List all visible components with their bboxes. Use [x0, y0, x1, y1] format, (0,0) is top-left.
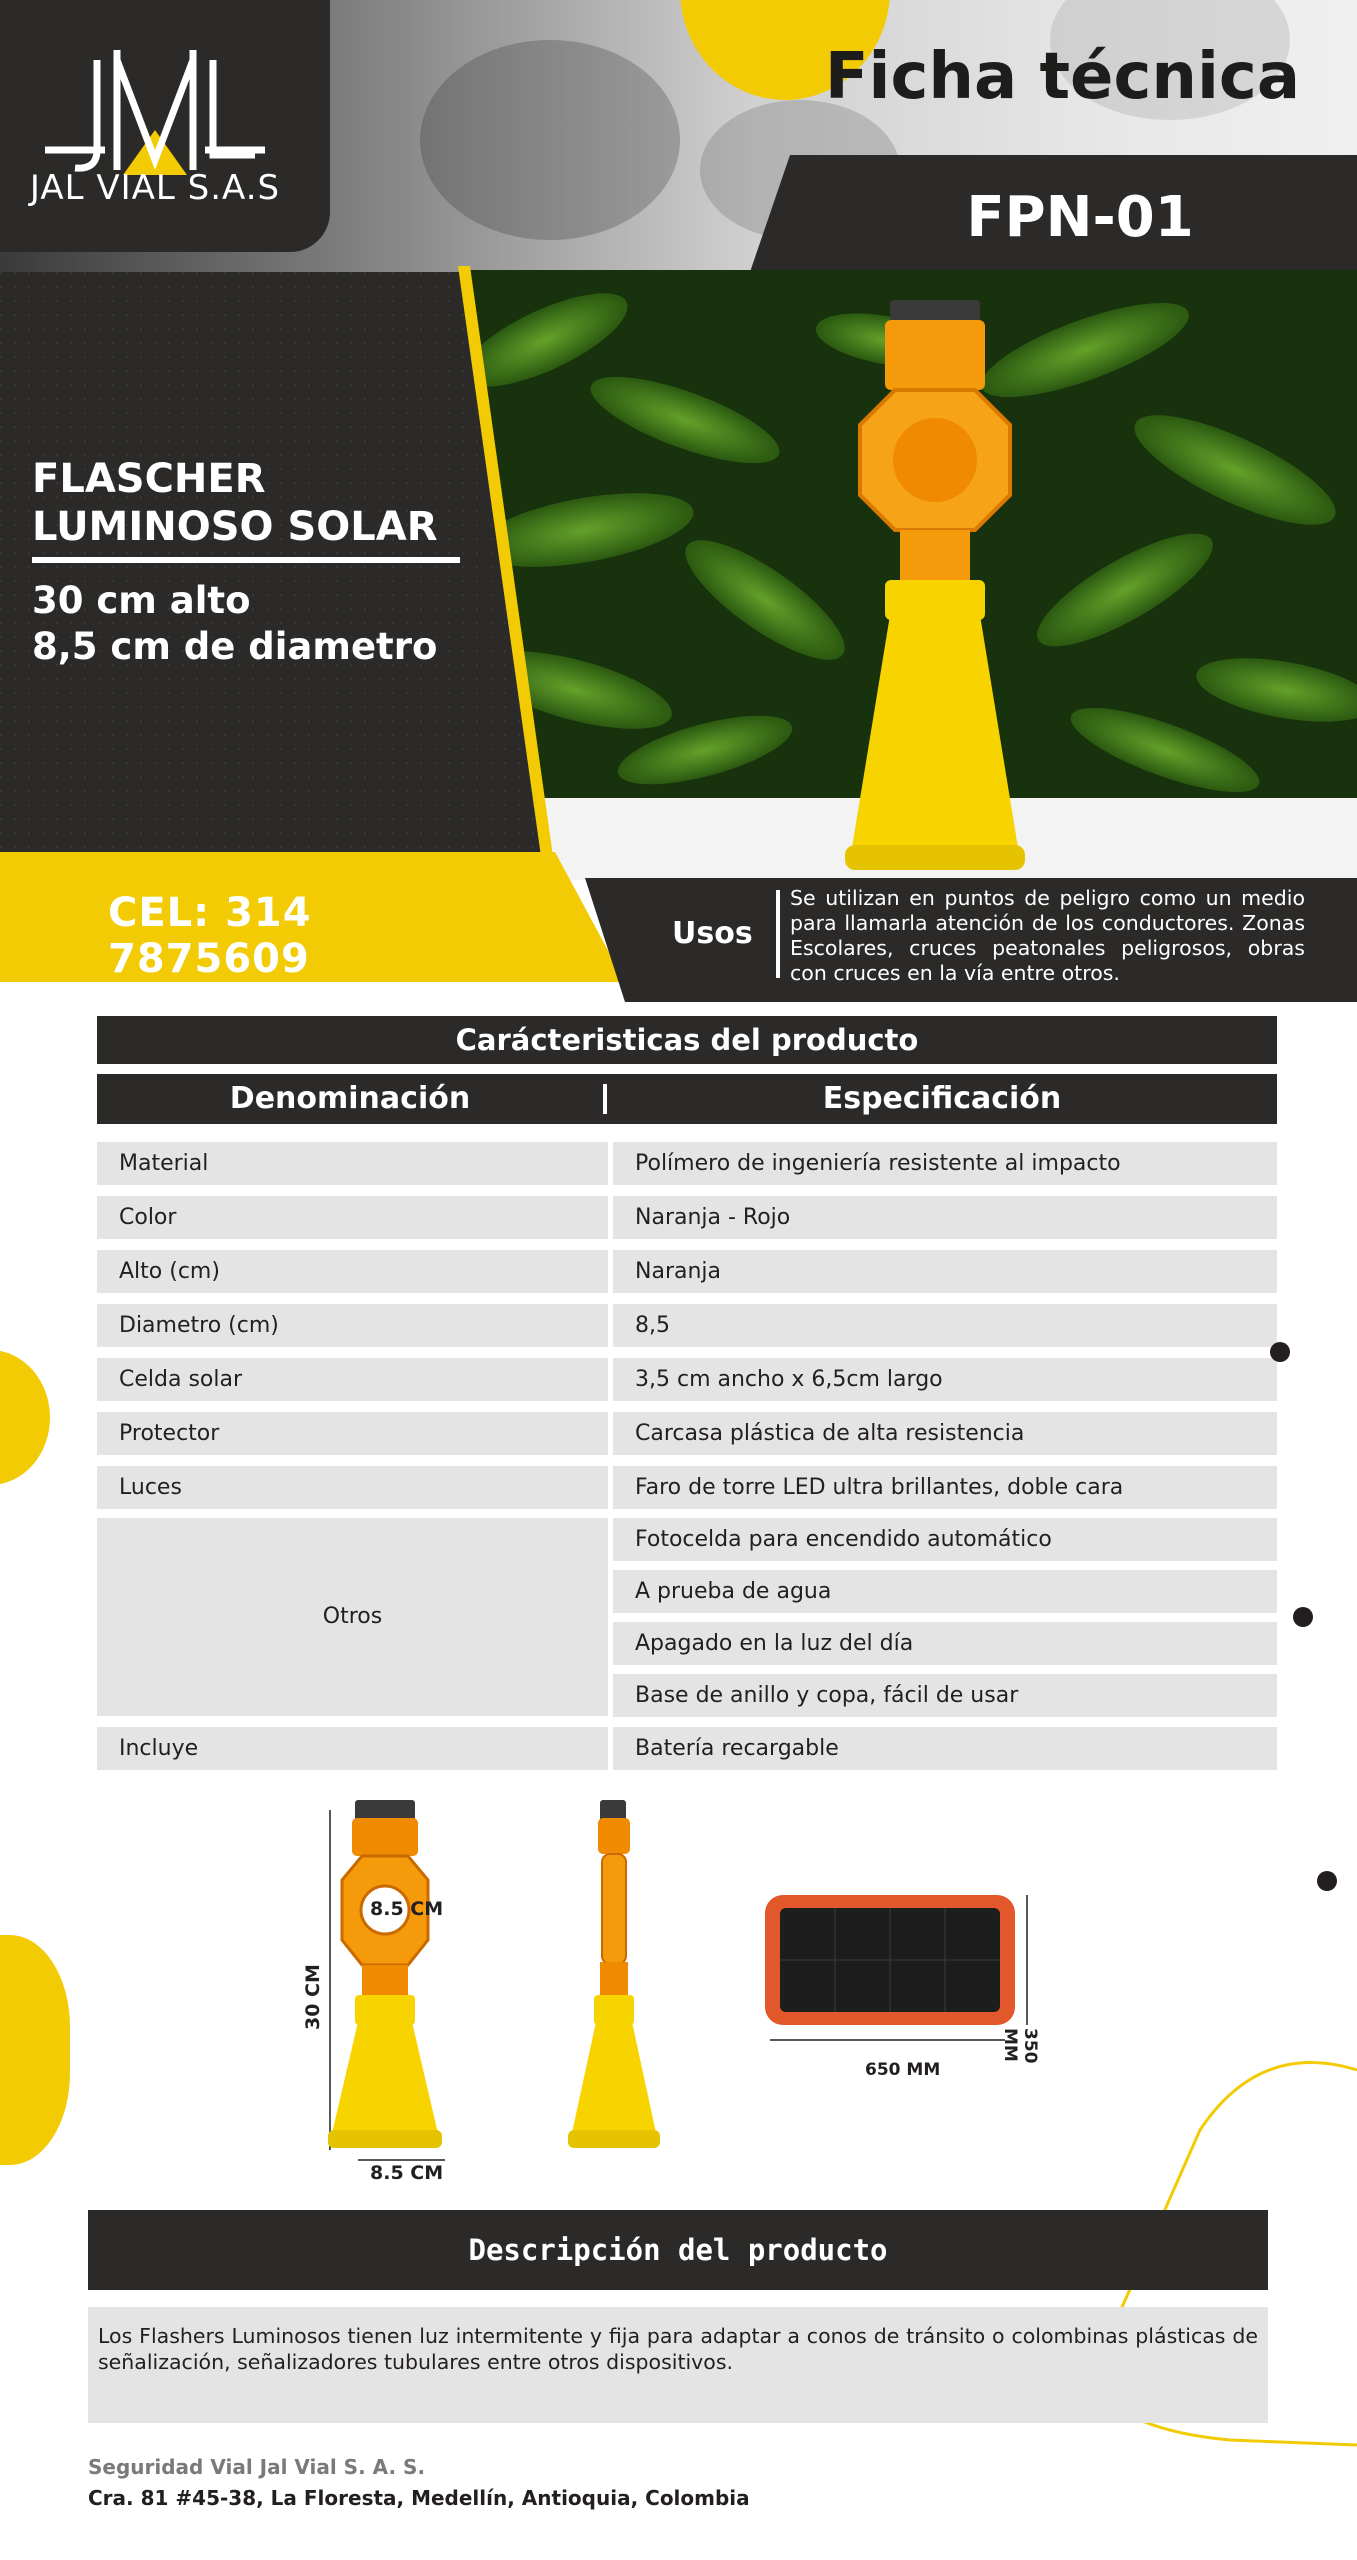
dot-decoration [1270, 1342, 1290, 1362]
logo-box [0, 0, 330, 252]
brand-logo-icon [45, 50, 265, 175]
yellow-shape-decoration [0, 1935, 70, 2165]
description-text: Los Flashers Luminosos tienen luz intermitente y fija para adaptar a conos de tránsito o colombinas plásticas de señalización, señalizadores tubulares entre otros dispositivos. [88, 2307, 1268, 2423]
footer-company: Seguridad Vial Jal Vial S. A. S. [88, 2455, 426, 2479]
usos-label: Usos [672, 916, 753, 951]
divider [776, 890, 780, 978]
table-header [97, 1074, 1277, 1124]
product-name-line2: LUMINOSO SOLAR [32, 504, 438, 550]
table-cell-spec: Apagado en la luz del día [613, 1622, 1277, 1665]
table-cell-name: Material [97, 1142, 608, 1185]
brand-name: JAL VIAL S.A.S [29, 168, 281, 208]
table-cell-spec: A prueba de agua [613, 1570, 1277, 1613]
fern-background-image [465, 270, 1357, 880]
table-title: Carácteristicas del producto [97, 1016, 1277, 1064]
height-label: 30 CM [302, 1964, 324, 2030]
table-cell-name: Incluye [97, 1727, 608, 1770]
product-height: 30 cm alto [32, 579, 251, 622]
product-name [32, 455, 492, 551]
table-cell-name: Alto (cm) [97, 1250, 608, 1293]
column-header-name: Denominación [229, 1081, 471, 1116]
table-cell-spec: Naranja [613, 1250, 1277, 1293]
footer-address: Cra. 81 #45-38, La Floresta, Medellín, Antioquia, Colombia [88, 2486, 750, 2510]
table-cell-name: Diametro (cm) [97, 1304, 608, 1347]
table-cell-spec: Carcasa plástica de alta resistencia [613, 1412, 1277, 1455]
product-diameter: 8,5 cm de diametro [32, 625, 438, 668]
table-cell-spec: 3,5 cm ancho x 6,5cm largo [613, 1358, 1277, 1401]
flasher-front-image [300, 1790, 490, 2190]
base-diameter-label: 8.5 CM [370, 2162, 444, 2184]
table-cell-spec: Polímero de ingeniería resistente al impacto [613, 1142, 1277, 1185]
table-cell-name: Luces [97, 1466, 608, 1509]
table-cell-name: Protector [97, 1412, 608, 1455]
table-cell-spec: 8,5 [613, 1304, 1277, 1347]
table-cell-spec: Faro de torre LED ultra brillantes, doble cara [613, 1466, 1277, 1509]
table-cell-spec: Base de anillo y copa, fácil de usar [613, 1674, 1277, 1717]
table-cell-spec: Batería recargable [613, 1727, 1277, 1770]
product-code: FPN-01 [966, 185, 1194, 250]
product-photo [465, 270, 1357, 880]
description-title: Descripción del producto [88, 2210, 1268, 2290]
page-title: Ficha técnica [824, 40, 1300, 114]
product-dimensions [32, 578, 512, 670]
panel-width-label: 650 MM [865, 2060, 941, 2080]
dimension-figures [300, 1790, 1060, 2190]
divider [32, 557, 460, 563]
panel-height-label: 350 MM [1000, 2028, 1040, 2064]
table-cell-name: Otros [97, 1518, 608, 1716]
dot-decoration [1293, 1607, 1313, 1627]
table-cell-spec: Naranja - Rojo [613, 1196, 1277, 1239]
phone-number: CEL: 314 7875609 [108, 890, 312, 982]
usos-text: Se utilizan en puntos de peligro como un medio para llamarla atención de los conductores. Zonas Escolares, cruces peatonales peligrosos, obras con cruces en la vía entre otros. [790, 886, 1305, 985]
table-cell-spec: Fotocelda para encendido automático [613, 1518, 1277, 1561]
product-name-line1: FLASCHER [32, 456, 266, 502]
flasher-side-image [550, 1790, 690, 2190]
dot-decoration [1317, 1871, 1337, 1891]
table-cell-name: Color [97, 1196, 608, 1239]
column-header-spec: Especificación [822, 1081, 1062, 1116]
head-diameter-label: 8.5 CM [370, 1898, 444, 1920]
yellow-circle-decoration [0, 1350, 50, 1485]
table-cell-name: Celda solar [97, 1358, 608, 1401]
